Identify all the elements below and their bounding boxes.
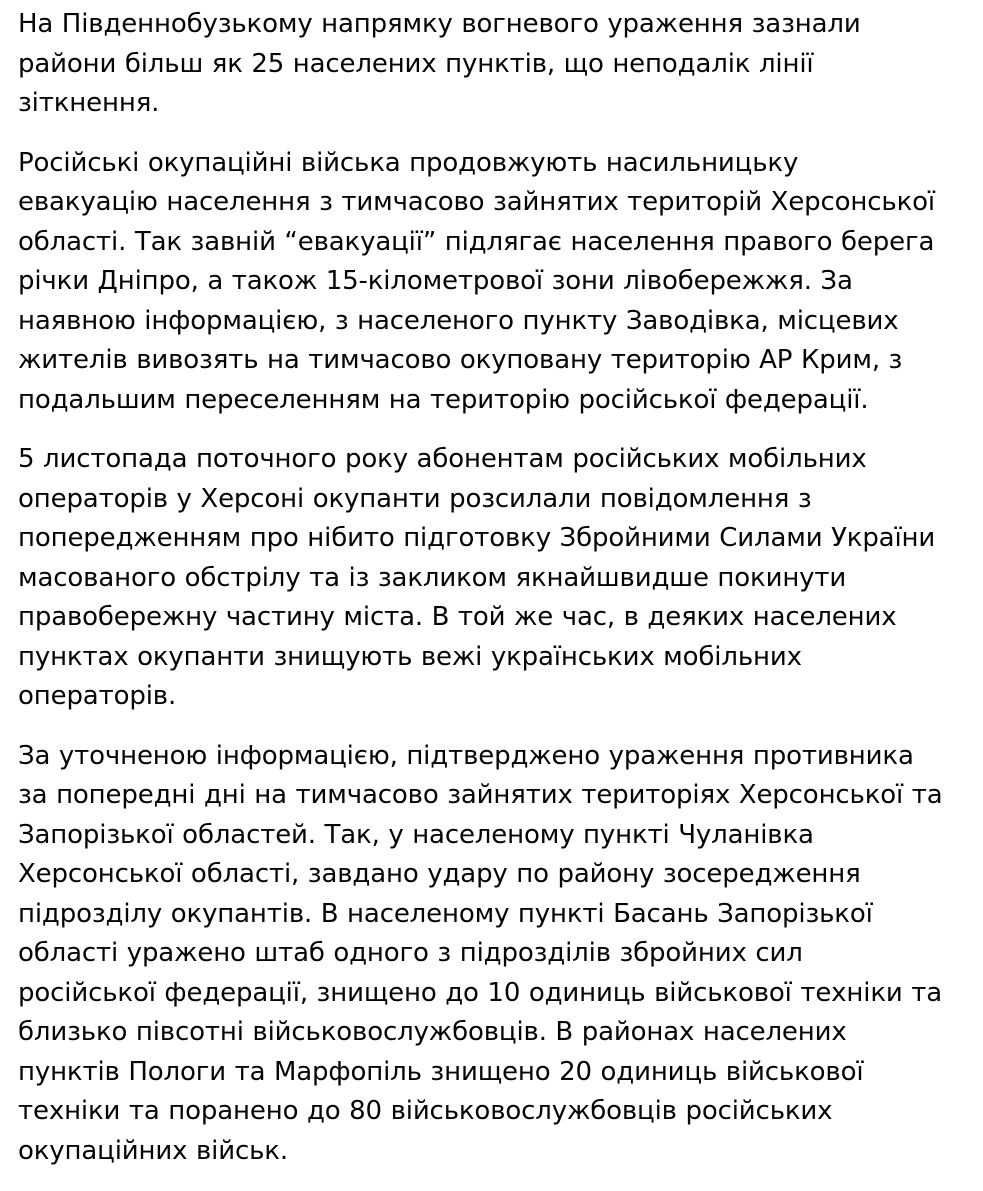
text-line: 5 листопада поточного року абонентам російських мобільних — [18, 444, 867, 474]
text-line: масованого обстрілу та із закликом якнайшвидше покинути — [18, 562, 847, 593]
text-line: за попередні дні на тимчасово зайнятих територіях Херсонської та — [18, 780, 943, 810]
text-line: правобережну частину міста. В той же час, в деяких населених — [18, 602, 897, 632]
text-line: За уточненою інформацією, підтверджено ураження противника — [18, 740, 914, 771]
text-line: області. Так завній “евакуації” підлягає населення правого берега — [18, 226, 935, 257]
text-line: жителів вивозять на тимчасово окуповану територію АР Крим, з — [18, 345, 903, 375]
text-line: області уражено штаб одного з підрозділів збройних сил — [18, 938, 803, 968]
text-line: окупаційних військ. — [18, 1135, 288, 1166]
text-line: райони більш як 25 населених пунктів, що неподалік лінії — [18, 48, 814, 79]
paragraph-4 — [18, 737, 965, 1172]
text-line: наявною інформацією, з населеного пункту Заводівка, місцевих — [18, 305, 899, 336]
text-line: зіткнення. — [18, 88, 160, 118]
text-line: річки Дніпро, а також 15-кілометрової зони лівобережжя. За — [18, 266, 853, 296]
text-line: Російські окупаційні війська продовжують насильницьку — [18, 147, 799, 178]
text-line: російської федерації, знищено до 10 одиниць військової техніки та — [18, 977, 943, 1008]
text-line: операторів. — [18, 681, 177, 711]
text-line: операторів у Херсоні окупанти розсилали повідомлення з — [18, 483, 812, 514]
text-line: евакуацію населення з тимчасово зайнятих територій Херсонської — [18, 187, 935, 217]
paragraph-2 — [18, 144, 965, 421]
text-line: попередженням про нібито підготовку Збройними Силами України — [18, 523, 936, 553]
text-line: пунктів Пологи та Марфопіль знищено 20 одиниць військової — [18, 1056, 864, 1087]
text-line: На Південнобузькому напрямку вогневого ураження зазнали — [18, 9, 861, 39]
text-line: Херсонської області, завдано удару по району зосередження — [18, 859, 861, 889]
paragraph-3 — [18, 440, 965, 717]
text-line: Запорізької областей. Так, у населеному пункті Чуланівка — [18, 819, 814, 850]
text-line: техніки та поранено до 80 військовослужбовців російських — [18, 1096, 833, 1126]
text-line: близько півсотні військовослужбовців. В районах населених — [18, 1017, 847, 1047]
text-line: підрозділу окупантів. В населеному пункті Басань Запорізької — [18, 898, 873, 929]
text-line: пунктах окупанти знищують вежі українських мобільних — [18, 641, 802, 672]
paragraph-1 — [18, 5, 965, 124]
text-line: подальшим переселенням на територію російської федерації. — [18, 384, 869, 415]
